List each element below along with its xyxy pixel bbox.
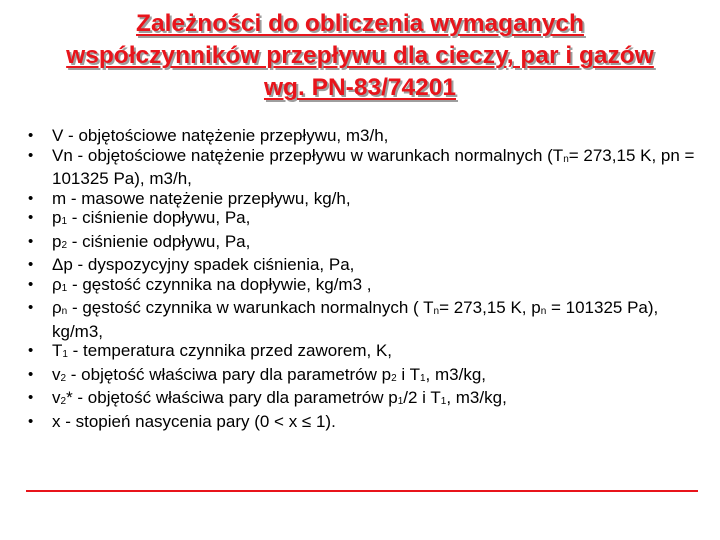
- bullet-icon: •: [28, 275, 34, 293]
- title-line-2: współczynników przepływu dla cieczy, par i gazów: [66, 42, 654, 69]
- bullet-icon: •: [28, 232, 34, 250]
- list-item: • x - stopień nasycenia pary (0 < x ≤ 1).: [28, 411, 336, 431]
- list-item: • ρn - gęstość czynnika w warunkach normalnych ( Tn= 273,15 K, pn = 101325 Pa), kg/m3,: [28, 298, 659, 341]
- definitions-list: [26, 126, 706, 431]
- list-item: • p1 - ciśnienie dopływu, Pa,: [28, 208, 251, 227]
- bullet-icon: •: [28, 365, 34, 383]
- bullet-icon: •: [28, 127, 34, 144]
- bullet-icon: •: [28, 412, 34, 430]
- slide-title: [10, 8, 710, 104]
- bullet-icon: •: [28, 209, 34, 226]
- list-item: • V - objętościowe natężenie przepływu, m3/h,: [28, 126, 389, 145]
- bullet-icon: •: [28, 146, 34, 164]
- list-item: • T1 - temperatura czynnika przed zaworem, K,: [28, 341, 393, 360]
- list-item: • Δp - dyspozycyjny spadek ciśnienia, Pa,: [28, 255, 355, 274]
- bullet-icon: •: [28, 189, 34, 207]
- footer-divider: [26, 490, 698, 492]
- bullet-icon: •: [28, 256, 34, 273]
- bullet-icon: •: [28, 299, 34, 316]
- list-item: • p2 - ciśnienie odpływu, Pa,: [28, 231, 251, 251]
- list-item: • v2 - objętość właściwa pary dla parametrów p2 i T1, m3/kg,: [28, 364, 486, 384]
- bullet-icon: •: [28, 389, 34, 406]
- list-item: • m - masowe natężenie przepływu, kg/h,: [28, 188, 351, 208]
- title-line-1: Zależności do obliczenia wymaganych: [136, 10, 584, 37]
- bullet-icon: •: [28, 342, 34, 359]
- list-item: • v2* - objętość właściwa pary dla parametrów p1/2 i T1, m3/kg,: [28, 388, 507, 407]
- list-item: • ρ1 - gęstość czynnika na dopływie, kg/m3 ,: [28, 274, 372, 294]
- title-line-3: wg. PN-83/74201: [263, 74, 457, 101]
- list-item: • Vn - objętościowe natężenie przepływu w warunkach normalnych (Tn= 273,15 K, pn = 101325 Pa), m3/h,: [28, 145, 695, 188]
